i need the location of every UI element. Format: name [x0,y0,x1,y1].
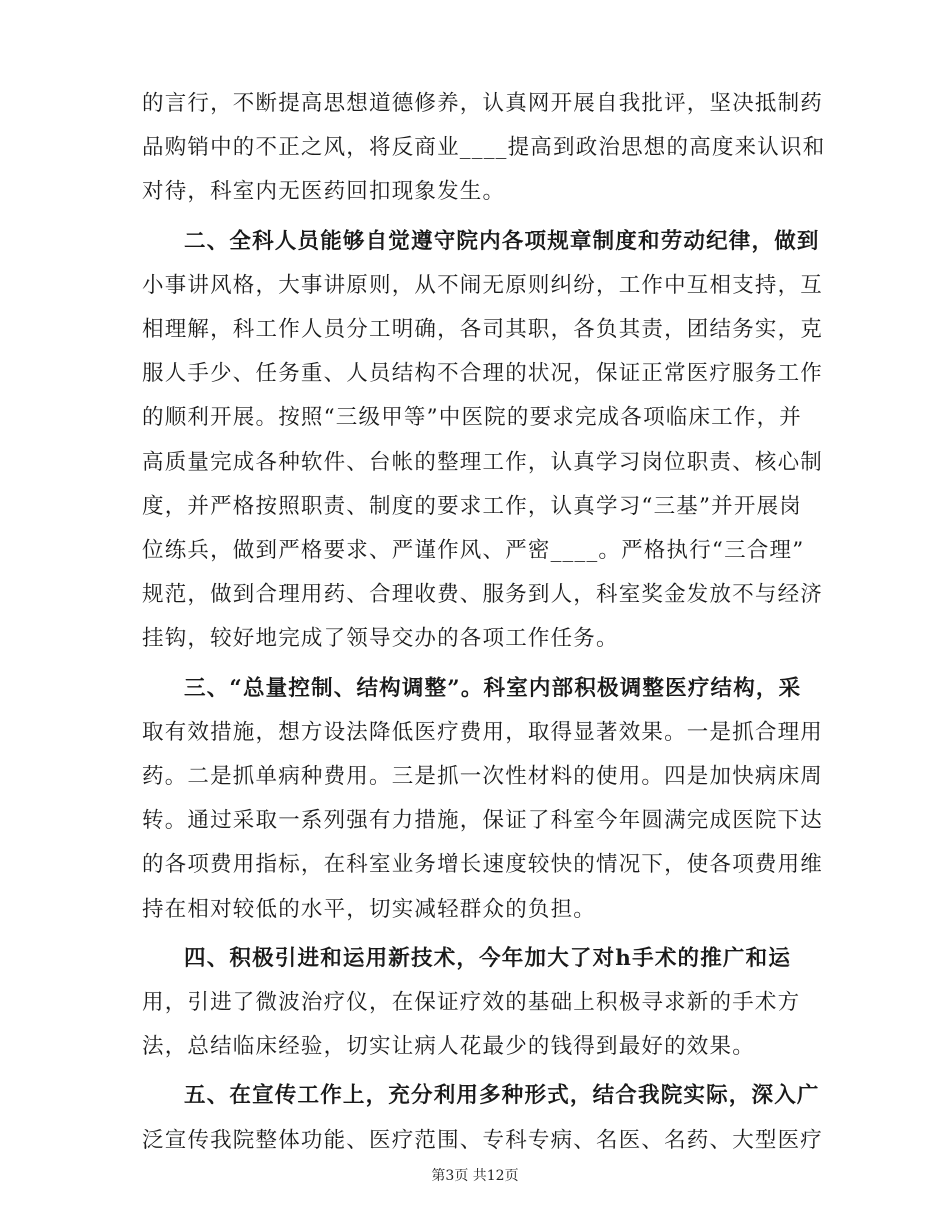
text-line: 度，并严格按照职责、制度的要求工作，认真学习“三基”并开展岗 [142,493,802,519]
text-line: 相理解，科工作人员分工明确，各司其职，各负其责，团结务实，克 [142,317,824,342]
text-line: 服人手少、任务重、人员结构不合理的状况，保证正常医疗服务工作 [142,361,824,387]
text-line: 的顺利开展。按照“三级甲等”中医院的要求完成各项临床工作，并 [142,405,802,431]
text-line: 药。二是抓单病种费用。三是抓一次性材料的使用。四是加快病床周 [142,764,824,789]
text-line: 法，总结临床经验，切实让病人花最少的钱得到最好的效果。 [142,1034,755,1060]
text-line: 小事讲风格，大事讲原则，从不闹无原则纠纷，工作中互相支持，互 [142,272,824,298]
text-line: 转。通过采取一系列强有力措施，保证了科室今年圆满完成医院下达 [142,808,824,834]
text-line: 高质量完成各种软件、台帐的整理工作，认真学习岗位职责、核心制 [142,449,824,475]
text-line: 用，引进了微波治疗仪，在保证疗效的基础上积极寻求新的手术方 [142,990,801,1015]
text-line-paragraph-start: 三、“总量控制、结构调整”。科室内部积极调整医疗结构，采 [184,675,802,701]
text-line: 的言行，不断提高思想道德修养，认真网开展自我批评，坚决抵制药 [142,91,824,116]
text-line: 持在相对较低的水平，切实减轻群众的负担。 [142,896,597,922]
page-number-footer: 第3页 共12页 [431,1168,519,1184]
text-line: 规范，做到合理用药、合理收费、服务到人，科室奖金发放不与经济 [142,582,824,608]
text-line: 位练兵，做到严格要求、严谨作风、严密____。严格执行“三合理” [142,538,805,563]
text-line-paragraph-start: 二、全科人员能够自觉遵守院内各项规章制度和劳动纪律，做到 [184,228,820,254]
text-line: 挂钩，较好地完成了领导交办的各项工作任务。 [142,626,619,652]
text-line: 对待，科室内无医药回扣现象发生。 [142,179,506,205]
text-line: 泛宣传我院整体功能、医疗范围、专科专病、名医、名药、大型医疗 [142,1127,824,1153]
text-line-paragraph-start: 四、积极引进和运用新技术，今年加大了对h手术的推广和运 [184,945,792,971]
text-line: 取有效措施，想方设法降低医疗费用，取得显著效果。一是抓合理用 [142,719,824,745]
text-line-paragraph-start: 五、在宣传工作上，充分利用多种形式，结合我院实际，深入广 [184,1083,820,1109]
text-line: 品购销中的不正之风，将反商业____提高到政治思想的高度来认识和 [142,135,826,161]
text-line: 的各项费用指标，在科室业务增长速度较快的情况下，使各项费用维 [142,852,824,878]
